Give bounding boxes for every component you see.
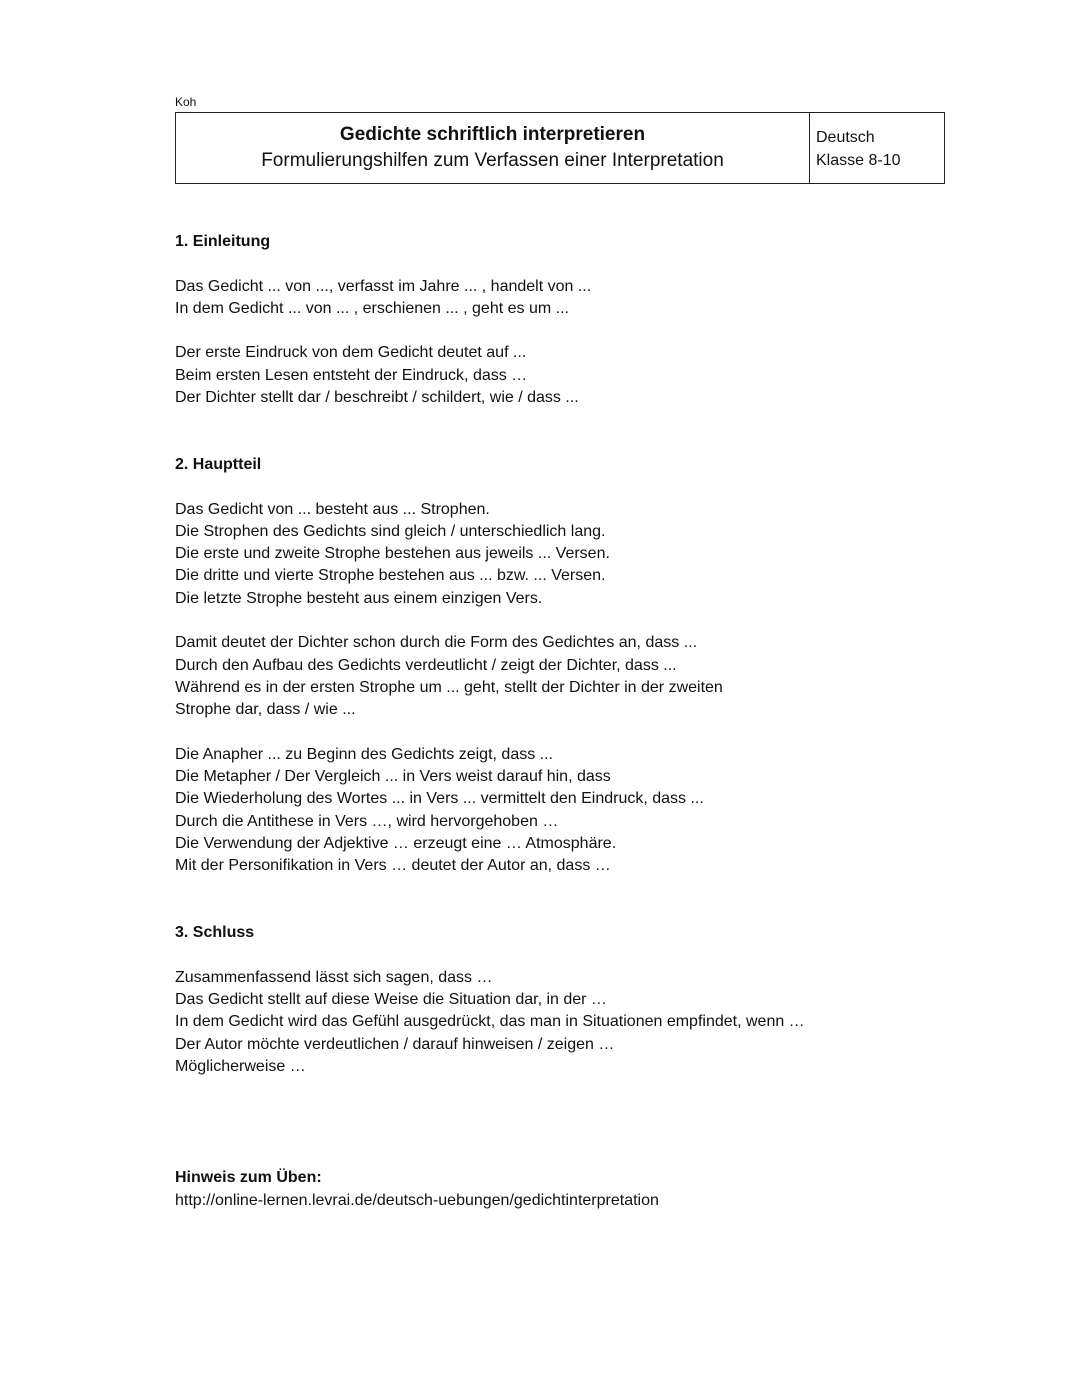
hint-heading: Hinweis zum Üben: — [175, 1169, 322, 1187]
text-line: Die dritte und vierte Strophe bestehen aus ... bzw. ... Versen. — [175, 567, 606, 585]
section-heading-conclusion: 3. Schluss — [175, 924, 255, 942]
subject-label: Deutsch — [816, 129, 875, 146]
section-heading-main: 2. Hauptteil — [175, 455, 262, 473]
text-line: Möglicherweise … — [175, 1057, 306, 1075]
text-line: Beim ersten Lesen entsteht der Eindruck, dass … — [175, 366, 528, 384]
text-line: In dem Gedicht ... von ... , erschienen ... , geht es um ... — [175, 299, 569, 317]
text-line: Das Gedicht ... von ..., verfasst im Jahre ... , handelt von ... — [175, 277, 592, 295]
text-line: Während es in der ersten Strophe um ... geht, stellt der Dichter in der zweiten Strophe dar, dass / wie ... — [175, 678, 723, 719]
text-line: Die Metapher / Der Vergleich ... in Vers weist darauf hin, dass — [175, 768, 611, 786]
text-line: Mit der Personifikation in Vers … deutet der Autor an, dass … — [175, 857, 611, 875]
text-line: Das Gedicht stellt auf diese Weise die Situation dar, in der … — [175, 991, 607, 1009]
text-line: Das Gedicht von ... besteht aus ... Strophen. — [175, 500, 490, 518]
text-line: Die erste und zweite Strophe bestehen aus jeweils ... Versen. — [175, 545, 610, 563]
text-line: Die letzte Strophe besteht aus einem einzigen Vers. — [175, 589, 543, 607]
text-line: Die Verwendung der Adjektive … erzeugt eine … Atmosphäre. — [175, 835, 617, 853]
text-line: Die Wiederholung des Wortes ... in Vers ... vermittelt den Eindruck, dass ... — [175, 790, 704, 808]
text-line: Der erste Eindruck von dem Gedicht deutet auf ... — [175, 344, 527, 362]
text-line: In dem Gedicht wird das Gefühl ausgedrückt, das man in Situationen empfindet, wenn … — [175, 1013, 805, 1031]
practice-link[interactable]: http://online-lernen.levrai.de/deutsch-uebungen/gedichtinterpretation — [175, 1191, 659, 1209]
grade-label: Klasse 8-10 — [816, 152, 901, 169]
header-main-cell — [176, 113, 810, 183]
text-line: Zusammenfassend lässt sich sagen, dass … — [175, 968, 493, 986]
text-line: Durch die Antithese in Vers …, wird hervorgehoben … — [175, 812, 559, 830]
section-heading-intro: 1. Einleitung — [175, 233, 271, 250]
header-side-cell — [810, 113, 944, 183]
text-line: Damit deutet der Dichter schon durch die Form des Gedichtes an, dass ... — [175, 634, 698, 652]
text-line: Die Strophen des Gedichts sind gleich / unterschiedlich lang. — [175, 522, 606, 540]
document-subtitle: Formulierungshilfen zum Verfassen einer Interpretation — [261, 150, 724, 171]
text-line: Der Dichter stellt dar / beschreibt / schildert, wie / dass ... — [175, 389, 579, 407]
text-line: Die Anapher ... zu Beginn des Gedichts zeigt, dass ... — [175, 745, 553, 763]
text-line: Der Autor möchte verdeutlichen / darauf hinweisen / zeigen … — [175, 1035, 615, 1053]
text-line: Durch den Aufbau des Gedichts verdeutlicht / zeigt der Dichter, dass ... — [175, 656, 677, 674]
document-title: Gedichte schriftlich interpretieren — [339, 124, 646, 145]
author-initials: Koh — [175, 95, 197, 109]
header-box — [175, 112, 945, 184]
document-body — [175, 231, 935, 1212]
